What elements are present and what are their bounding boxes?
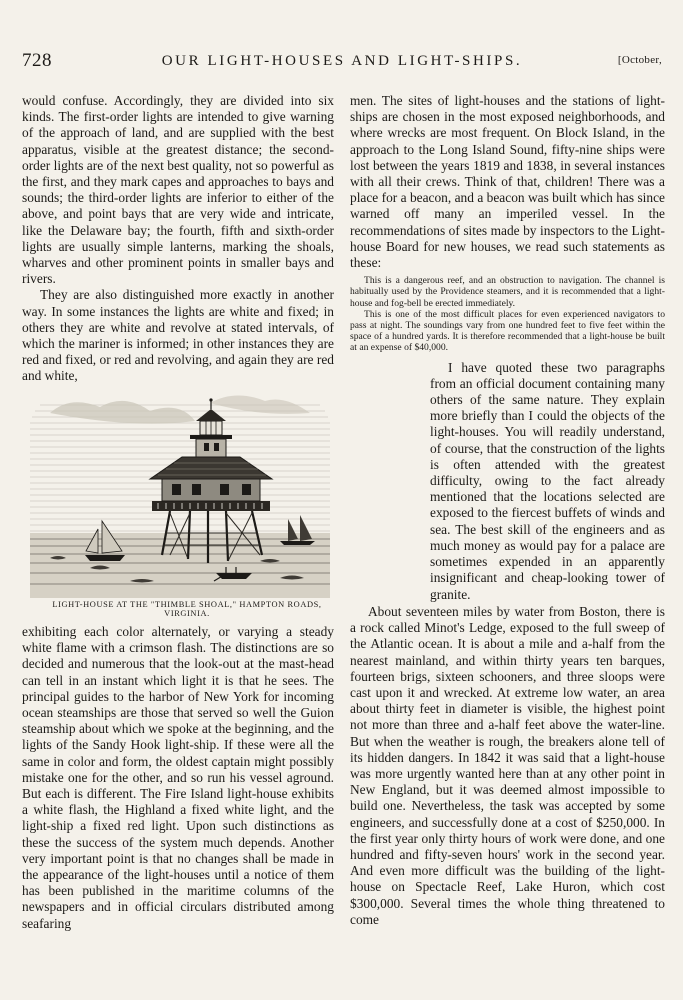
- quote: This is a dangerous reef, and an obstruction to navigation. The channel is habitually used by the Providence steamers, and it is recommended that a light-house and fog-bell be erected immediately.: [350, 275, 665, 309]
- paragraph: I have quoted these two paragraphs from an official document containing many others of the same nature. They explain more briefly than I could the objects of the light-houses. You will readily understand, of course, that the construction of the lights is often attended with the greatest difficulty, owing to the fact already mentioned that the locations selected are exposed to the fiercest buffets of winds and sea. The best skill of the engineers and as much money as would pay for a palace are sometimes expended in an apparently insignificant and cheap-looking tower of granite.: [350, 360, 665, 603]
- running-title: OUR LIGHT-HOUSES AND LIGHT-SHIPS.: [161, 53, 523, 69]
- column-right-bottom: [350, 604, 665, 928]
- column-left-bottom: [22, 624, 334, 932]
- column-right-top: [350, 93, 665, 603]
- paragraph: They are also distinguished more exactly in another way. In some instances the lights are white and fixed; in others they are white and revolve at stated intervals, of which the mariner is informed; in other instances they are red and fixed, or red and revolving, and again they are red and white,: [22, 287, 334, 384]
- illustration-caption: LIGHT-HOUSE AT THE "THIMBLE SHOAL," HAMPTON ROADS, VIRGINIA.: [52, 600, 322, 618]
- column-left-top: [22, 93, 334, 385]
- paragraph: exhibiting each color alternately, or varying a steady white flame with a crimson flash. The distinctions are so decided and numerous that the look-out at the mast-head can tell in an instant which light it is that he sees. The principal guides to the harbor of New York for incoming ocean steamships are those that served so well the Guion steamship about which we spoke at the beginning, and the lights of the Sandy Hook light-ship. If these were all the same in color and form, the oldest captain might possibly mistake one for the other, and so run his vessel aground. But each is different. The Fire Island light-house exhibits a white flash, the Highland a fixed white light, and the light-ship a fixed red light. Upon such distinctions as these the success of the system much depends. Another very important point is that no changes shall be made in the appearance of the light-houses until a notice of them has been published in the maritime columns of the newspapers and in official circulars distributed among seafaring: [22, 624, 334, 931]
- issue-month: [October,: [617, 54, 662, 66]
- paragraph: would confuse. Accordingly, they are divided into six kinds. The first-order lights are intended to give warning of the approach of land, and are supplied with the best apparatus, visible at the greatest distance; the second-order lights are of the next best quality, not so powerful as the first, and they mark capes and approaches to bays and sounds; the third-order lights are inferior to either of the above, and point bays that are very wide and intricate, like the Delaware bay; the fourth, fifth and sixth-order lights are usually simple lanterns, marking the shoals, wharves and other prominent points in smaller bays and rivers.: [22, 93, 334, 287]
- lighthouse-illustration: [30, 383, 330, 605]
- engraving-image: [30, 383, 330, 598]
- block-quotes: [350, 275, 665, 353]
- quote: This is one of the most difficult places for even experienced navigators to pass at night. The soundings vary from one hundred feet to five feet within the space of a hundred yards. It is therefore recommended that a light-house be built at an expense of $40,000.: [350, 308, 665, 354]
- paragraph: About seventeen miles by water from Boston, there is a rock called Minot's Ledge, exposed to the full sweep of the Atlantic ocean. It is about a mile and a-half from the nearest mainland, and within thirty years ten barques, fourteen brigs, sixteen schooners, and three sloops were cast upon it and wrecked. At extreme low water, an area about thirty feet in diameter is visible, the highest point not more than three and a-half feet above the water-line. But when the weather is rough, the breakers alone tell of its hidden dangers. In 1842 it was said that a light-house was more urgently wanted here than at any other point in New England, but it was deemed almost impossible to build one. Nevertheless, the task was accepted by some engineers, and successfully done at a cost of $250,000. In the first year only thirty hours of work were done, and one hundred and fifty-seven hours' work in the second year. And even more difficult was the building of the light-house on Spectacle Reef, Lake Huron, which cost $300,000. Several times the whole thing threatened to come: [350, 604, 665, 927]
- page-number: 728: [22, 50, 52, 71]
- page-header: [22, 50, 662, 76]
- paragraph: men. The sites of light-houses and the stations of light-ships are chosen in the most exposed neighborhoods, and where wrecks are most frequent. On Block Island, in the approach to the Long Island Sound, fifty-nine ships were lost between the years 1819 and 1838, in several instances with all their crews. Think of that, children! There was a place for a beacon, and a beacon was built which has since warned off many an imperiled vessel. In the recommendations of sites made by inspectors to the Light-house Board for new houses, we read such statements as these:: [350, 93, 665, 271]
- illustration-wrap-space: [350, 360, 430, 600]
